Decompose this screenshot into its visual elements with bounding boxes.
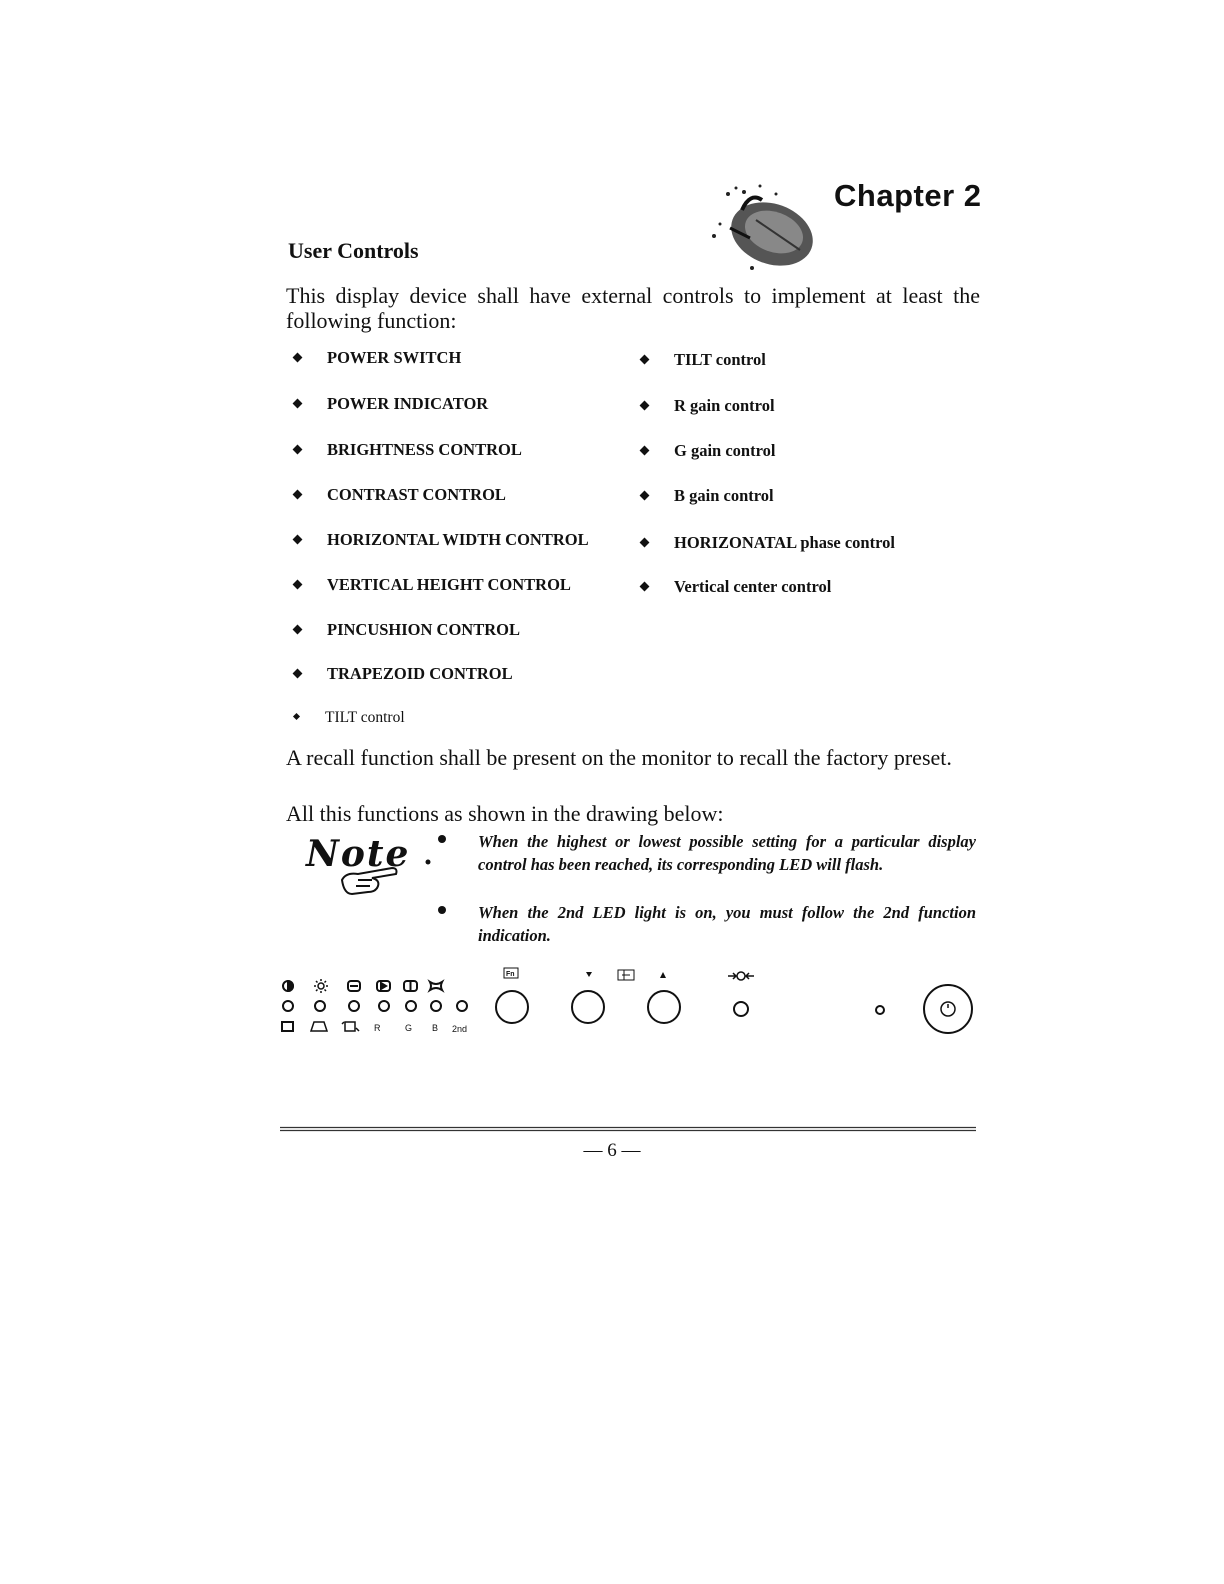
drawing-intro: All this functions as shown in the drawing below: (286, 801, 724, 826)
led-indicator (283, 1001, 293, 1011)
bullet-icon (640, 445, 650, 455)
list-item: B gain control (641, 486, 774, 506)
led-indicator (379, 1001, 389, 1011)
bullet-icon (640, 400, 650, 410)
section-heading: User Controls (288, 238, 419, 263)
list-item: POWER INDICATOR (294, 394, 488, 414)
led-indicator (431, 1001, 441, 1011)
recall-icon (728, 972, 754, 980)
list-item: G gain control (641, 441, 775, 461)
brightness-icon (314, 979, 328, 993)
rotation-icon (342, 1022, 359, 1031)
note-bullet-icon (438, 835, 446, 843)
contrast-icon (283, 981, 293, 991)
up-arrow-icon (660, 972, 666, 978)
down-button[interactable] (572, 991, 604, 1023)
note-item: When the 2nd LED light is on, you must follow the 2nd function indication. (478, 903, 976, 945)
b-label: B (432, 1023, 439, 1033)
h-size-icon (348, 981, 360, 991)
up-button[interactable] (648, 991, 680, 1023)
list-item: R gain control (641, 396, 775, 416)
bullet-icon (640, 581, 650, 591)
r-label: R (374, 1023, 381, 1033)
bullet-icon (293, 534, 303, 544)
note-logo (300, 828, 450, 903)
front-panel-drawing (278, 962, 978, 1044)
tilt-icon (282, 1022, 293, 1031)
pincushion-icon (430, 982, 442, 990)
list-item: Vertical center control (641, 577, 831, 597)
list-item: BRIGHTNESS CONTROL (294, 440, 522, 460)
bullet-icon (293, 444, 303, 454)
bullet-icon (640, 354, 650, 364)
power-led (876, 1006, 884, 1014)
v-size-icon (404, 981, 417, 991)
computer-mouse-icon (700, 180, 820, 275)
intro-paragraph: This display device shall have external controls to implement at least the following function: (286, 283, 980, 333)
list-item: HORIZONTAL WIDTH CONTROL (294, 530, 589, 550)
fn-button[interactable] (496, 991, 528, 1023)
bullet-icon (293, 668, 303, 678)
h-position-icon (377, 981, 390, 991)
page-number: — 6 — (583, 1140, 641, 1161)
2nd-label: 2nd (452, 1024, 468, 1034)
list-item: HORIZONATAL phase control (641, 533, 895, 553)
bullet-icon (293, 579, 303, 589)
led-indicator (315, 1001, 325, 1011)
power-button[interactable] (924, 985, 972, 1033)
footer-rule (280, 1126, 976, 1132)
menu-select-icon (618, 970, 634, 980)
recall-button[interactable] (734, 1002, 748, 1016)
note-logo-text: Note (306, 833, 411, 875)
bullet-icon (293, 352, 303, 362)
note-bullet-icon (438, 906, 446, 914)
down-arrow-icon (586, 972, 592, 977)
bullet-icon (640, 537, 650, 547)
list-item: TRAPEZOID CONTROL (294, 664, 513, 684)
list-item: PINCUSHION CONTROL (294, 620, 520, 640)
bullet-icon (293, 624, 303, 634)
bullet-icon (293, 489, 303, 499)
list-item: CONTRAST CONTROL (294, 485, 506, 505)
list-item: TILT control (294, 709, 405, 727)
bullet-icon (293, 713, 300, 720)
list-item: POWER SWITCH (294, 348, 461, 368)
led-indicator (406, 1001, 416, 1011)
led-indicator (349, 1001, 359, 1011)
bullet-icon (640, 490, 650, 500)
fn-label: Fn (506, 971, 515, 978)
list-item: TILT control (641, 350, 766, 370)
list-item: VERTICAL HEIGHT CONTROL (294, 575, 571, 595)
recall-paragraph: A recall function shall be present on the monitor to recall the factory preset. (286, 745, 952, 770)
trapezoid-icon (311, 1022, 327, 1031)
led-indicator (457, 1001, 467, 1011)
bullet-icon (293, 398, 303, 408)
note-item: When the highest or lowest possible setting for a particular display control has been reached, its corresponding LED will flash. (478, 832, 976, 874)
chapter-title: Chapter 2 (834, 178, 982, 213)
g-label: G (405, 1023, 413, 1033)
